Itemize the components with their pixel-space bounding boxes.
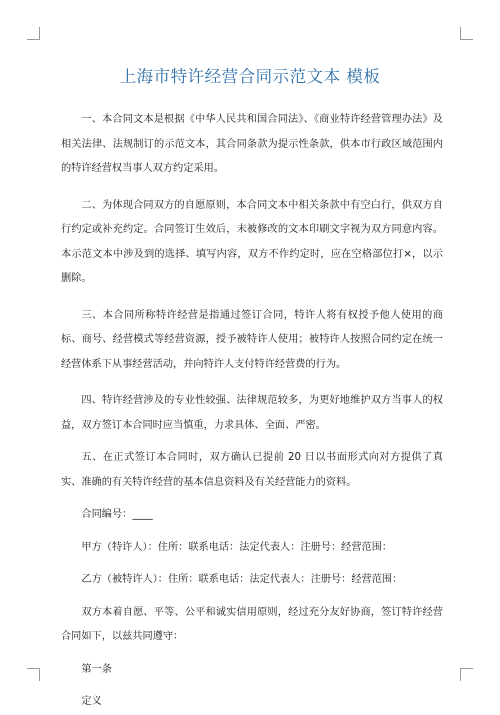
crop-mark-top-left (27, 27, 40, 40)
crop-mark-bottom-left (27, 668, 40, 681)
party-b-line: 乙方（被特许人）：住所：联系电话：法定代表人：注册号：经营范围： (81, 574, 403, 585)
paragraph-5: 五、在正式签订本合同时，双方确认已提前 20 日以书面形式向对方提供了真实、准确的有关特许经营的基本信息资料及有关经营能力的资料。 (61, 452, 443, 488)
preamble-paragraph: 双方本着自愿、平等、公平和诚实信用原则，经过充分友好协商，签订特许经营合同如下，以兹共同遵守： (61, 606, 443, 642)
paragraph-4: 四、特许经营涉及的专业性较强、法律规范较多，为更好地维护双方当事人的权益，双方签订本合同时应当慎重，力求具体、全面、严密。 (61, 395, 443, 431)
article-1-heading: 第一条 (81, 663, 112, 675)
document-title: 上海市特许经营合同示范文本 模板 (119, 67, 381, 86)
crop-mark-top-right (460, 27, 473, 40)
definition-heading: 定义 (81, 696, 102, 707)
paragraph-1: 一、本合同文本是根据《中华人民共和国合同法》、《商业特许经营管理办法》及相关法律、法规制订的示范文本，其合同条款为提示性条款，供本市行政区域范围内的特许经营权当事人双方约定采用。 (61, 114, 443, 174)
document-body (61, 108, 443, 715)
crop-mark-bottom-right (460, 668, 473, 681)
party-a-line: 甲方（特许人）：住所：联系电话：法定代表人：注册号：经营范围： (81, 541, 393, 553)
paragraph-2: 二、为体现合同双方的自愿原则，本合同文本中相关条款中有空白行，供双方自行约定或补充约定。合同签订生效后，未被修改的文本印刷文字视为双方同意内容。本示范文本中涉及到的选择、填写内容，双方不作约定时，应在空格部位打×，以示删除。 (61, 199, 443, 284)
contract-number-line: 合同编号：____ (81, 509, 153, 520)
paragraph-3: 三、本合同所称特许经营是指通过签订合同，特许人将有权授予他人使用的商标、商号、经营模式等经营资源，授予被特许人使用；被特许人按照合同约定在统一经营体系下从事经营活动，并向特许人支付特许经营费的行为。 (61, 309, 443, 370)
